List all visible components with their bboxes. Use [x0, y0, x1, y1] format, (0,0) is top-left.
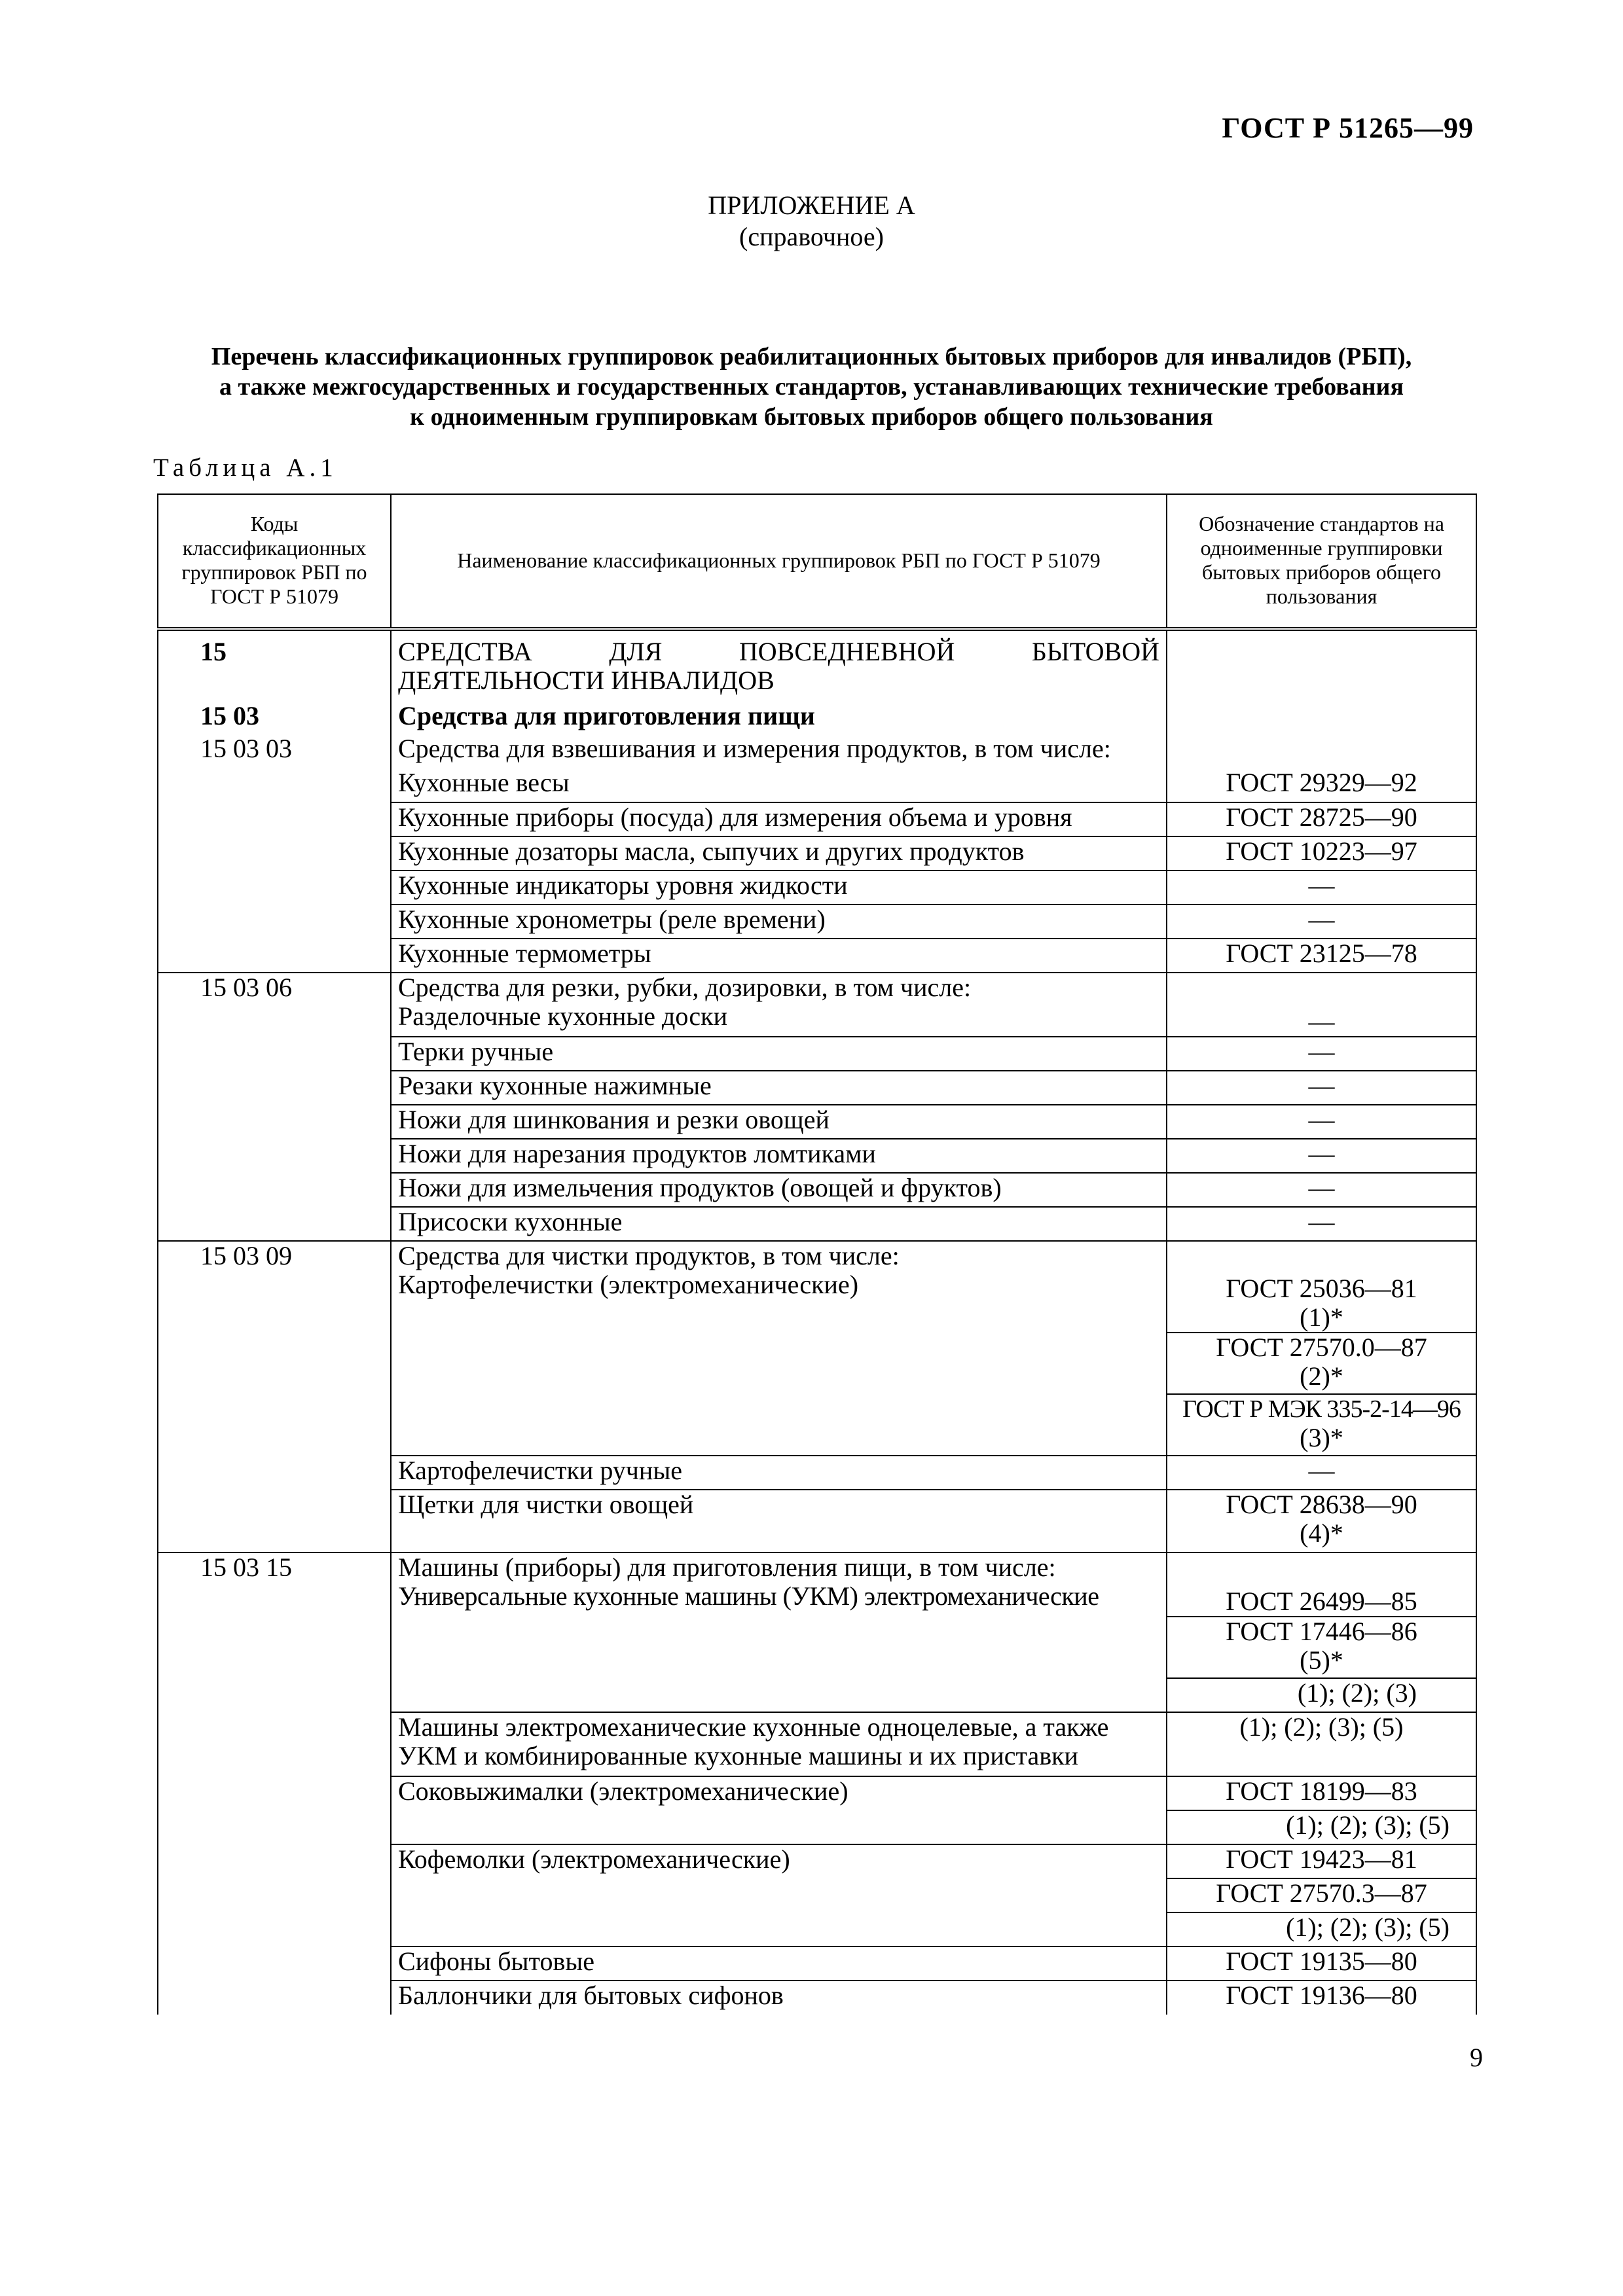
- row-code: 15 03 06: [158, 973, 391, 1037]
- row-standard: [1167, 1333, 1476, 1394]
- classification-table: [157, 493, 1477, 2015]
- row-code: 15: [158, 637, 391, 702]
- row-name: [391, 1241, 1167, 1333]
- row-code: 15 03 09: [158, 1241, 391, 1333]
- row-name: [391, 1712, 1167, 1776]
- row-standard: —: [1167, 1105, 1476, 1139]
- row-name: Терки ручные: [391, 1037, 1167, 1071]
- row-standard: ГОСТ 10223—97: [1167, 836, 1476, 870]
- row-standard: (1); (2); (3): [1167, 1678, 1476, 1712]
- row-name-line: Картофелечистки (электромеханические): [398, 1270, 859, 1299]
- header-codes: Коды классификационных группировок РБП по ГОСТ Р 51079: [158, 494, 391, 629]
- row-name: [391, 1552, 1167, 1617]
- standard-note: (2)*: [1300, 1361, 1343, 1391]
- row-name: Кухонные хронометры (реле времени): [391, 905, 1167, 939]
- row-name-line: Машины (приборы) для приготовления пищи, в том числе:: [398, 1552, 1056, 1582]
- table-row: [158, 1844, 1476, 1878]
- table-row: [158, 1394, 1476, 1456]
- table-header-row: [158, 494, 1476, 629]
- table-row: [158, 1241, 1476, 1333]
- table-row: [158, 905, 1476, 939]
- standard-designation: ГОСТ 27570.0—87: [1216, 1333, 1427, 1362]
- table-row: [158, 1207, 1476, 1241]
- table-row: [158, 734, 1476, 768]
- row-name-line: ДЕЯТЕЛЬНОСТИ ИНВАЛИДОВ: [398, 666, 775, 695]
- header-standards: Обозначение стандартов на одноименные группировки бытовых приборов общего пользования: [1167, 494, 1476, 629]
- table-row: [158, 836, 1476, 870]
- annex-title: ПРИЛОЖЕНИЕ А: [708, 190, 915, 220]
- standard-designation: ГОСТ Р МЭК 335-2-14—96: [1182, 1395, 1461, 1423]
- table-row: [158, 1810, 1476, 1844]
- row-standard: —: [1167, 1037, 1476, 1071]
- row-name-line: СРЕДСТВА ДЛЯ ПОВСЕДНЕВНОЙ БЫТОВОЙ: [398, 637, 1159, 666]
- row-standard: (1); (2); (3); (5): [1167, 1712, 1476, 1776]
- row-standard: (1); (2); (3); (5): [1167, 1912, 1476, 1946]
- standard-note: (1)*: [1300, 1302, 1343, 1332]
- row-name: [391, 637, 1167, 702]
- row-standard: ГОСТ 27570.3—87: [1167, 1878, 1476, 1912]
- row-name-line: УКМ и комбинированные кухонные машины и их приставки: [398, 1741, 1078, 1770]
- annex-block: [0, 190, 1623, 253]
- header-names: Наименование классификационных группировок РБП по ГОСТ Р 51079: [391, 494, 1167, 629]
- row-name: Кухонные весы: [391, 768, 1167, 802]
- table-row: [158, 1776, 1476, 1810]
- row-name: Ножи для измельчения продуктов (овощей и фруктов): [391, 1173, 1167, 1207]
- row-name: Кухонные термометры: [391, 939, 1167, 973]
- row-standard: —: [1167, 1207, 1476, 1241]
- row-standard: —: [1167, 1456, 1476, 1490]
- row-standard: ГОСТ 19135—80: [1167, 1946, 1476, 1981]
- row-code: 15 03 03: [158, 734, 391, 768]
- table-row: [158, 1333, 1476, 1394]
- standard-designation: ГОСТ 25036—81: [1226, 1274, 1417, 1303]
- standard-note: (3)*: [1300, 1423, 1343, 1452]
- table-row: [158, 1712, 1476, 1776]
- table-row: [158, 1456, 1476, 1490]
- table-row: [158, 1981, 1476, 2015]
- row-standard: ГОСТ 29329—92: [1167, 768, 1476, 802]
- document-standard-number: ГОСТ Р 51265—99: [1222, 112, 1474, 144]
- row-code: 15 03 15: [158, 1552, 391, 1617]
- row-name: Присоски кухонные: [391, 1207, 1167, 1241]
- table-row: [158, 1912, 1476, 1946]
- row-standard: [1167, 1394, 1476, 1456]
- table-row: [158, 1552, 1476, 1617]
- table-row: [158, 1490, 1476, 1552]
- table-row: [158, 802, 1476, 836]
- row-name: [391, 973, 1167, 1037]
- row-standard: —: [1167, 870, 1476, 905]
- table-row: [158, 1071, 1476, 1105]
- standard-designation: ГОСТ 28638—90: [1226, 1490, 1417, 1519]
- row-standard: ГОСТ 19423—81: [1167, 1844, 1476, 1878]
- row-name: Кухонные дозаторы масла, сыпучих и других продуктов: [391, 836, 1167, 870]
- annex-subtitle: (справочное): [739, 222, 884, 251]
- row-name: Ножи для шинкования и резки овощей: [391, 1105, 1167, 1139]
- row-standard: —: [1167, 1139, 1476, 1173]
- row-name: Средства для приготовления пищи: [391, 702, 1167, 734]
- row-name: Соковыжималки (электромеханические): [391, 1776, 1167, 1810]
- table-row: [158, 1946, 1476, 1981]
- row-standard: [1167, 1241, 1476, 1333]
- row-name-line: Машины электромеханические кухонные одноцелевые, а также: [398, 1712, 1109, 1742]
- standard-note: (5)*: [1300, 1645, 1343, 1675]
- row-name-line: Средства для резки, рубки, дозировки, в том числе:: [398, 973, 972, 1002]
- row-standard: [1167, 1490, 1476, 1552]
- heading-line: Перечень классификационных группировок реабилитационных бытовых приборов для инвалидов (РБП),: [211, 343, 1412, 370]
- row-standard: ГОСТ 23125—78: [1167, 939, 1476, 973]
- table-row: [158, 1037, 1476, 1071]
- row-name: Сифоны бытовые: [391, 1946, 1167, 1981]
- row-standard: [1167, 1617, 1476, 1678]
- row-standard: ГОСТ 18199—83: [1167, 1776, 1476, 1810]
- row-standard: —: [1167, 1173, 1476, 1207]
- row-name: Щетки для чистки овощей: [391, 1490, 1167, 1552]
- row-name: Кофемолки (электромеханические): [391, 1844, 1167, 1878]
- table-row: [158, 702, 1476, 734]
- row-standard: ГОСТ 19136—80: [1167, 1981, 1476, 2015]
- table-row: [158, 1878, 1476, 1912]
- table-row: [158, 768, 1476, 802]
- table-row: [158, 973, 1476, 1037]
- row-standard: (1); (2); (3); (5): [1167, 1810, 1476, 1844]
- table-row: [158, 1678, 1476, 1712]
- standard-designation: ГОСТ 17446—86: [1226, 1617, 1417, 1646]
- row-name: Картофелечистки ручные: [391, 1456, 1167, 1490]
- row-standard: —: [1167, 905, 1476, 939]
- table-row: [158, 1617, 1476, 1678]
- heading-line: а также межгосударственных и государственных стандартов, устанавливающих технические требования: [219, 373, 1404, 401]
- table-row: [158, 637, 1476, 702]
- row-name: Баллончики для бытовых сифонов: [391, 1981, 1167, 2015]
- row-standard: —: [1167, 973, 1476, 1037]
- table-row: [158, 1105, 1476, 1139]
- row-name-line: Средства для чистки продуктов, в том числе:: [398, 1241, 900, 1270]
- row-name-line: Универсальные кухонные машины (УКМ) электромеханические: [398, 1581, 1099, 1611]
- row-name: Кухонные приборы (посуда) для измерения объема и уровня: [391, 802, 1167, 836]
- table-caption: Таблица А.1: [153, 454, 338, 482]
- row-name: Резаки кухонные нажимные: [391, 1071, 1167, 1105]
- row-standard: —: [1167, 1071, 1476, 1105]
- row-name: Ножи для нарезания продуктов ломтиками: [391, 1139, 1167, 1173]
- table-row: [158, 1173, 1476, 1207]
- row-standard: ГОСТ 26499—85: [1167, 1552, 1476, 1617]
- row-standard: ГОСТ 28725—90: [1167, 802, 1476, 836]
- table-row: [158, 939, 1476, 973]
- table-row: [158, 1139, 1476, 1173]
- row-name: Средства для взвешивания и измерения продуктов, в том числе:: [391, 734, 1167, 768]
- row-name-line: Разделочные кухонные доски: [398, 1001, 727, 1031]
- standard-note: (4)*: [1300, 1518, 1343, 1548]
- table-row: [158, 870, 1476, 905]
- heading-line: к одноименным группировкам бытовых приборов общего пользования: [410, 403, 1213, 431]
- table-heading: [131, 342, 1492, 432]
- page-number: 9: [1470, 2043, 1483, 2072]
- row-name: Кухонные индикаторы уровня жидкости: [391, 870, 1167, 905]
- row-code: 15 03: [158, 702, 391, 734]
